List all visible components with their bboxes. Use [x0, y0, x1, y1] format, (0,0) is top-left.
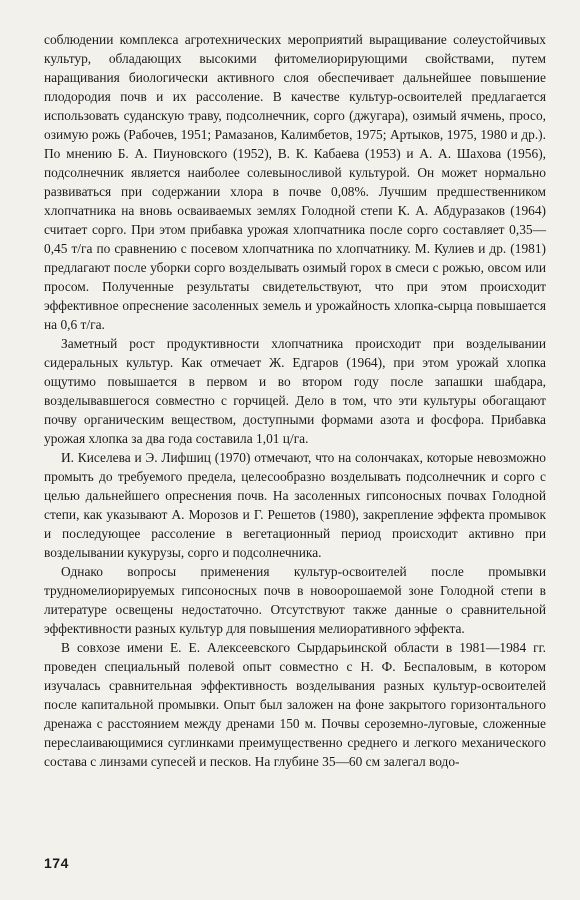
paragraph-3: И. Киселева и Э. Лифшиц (1970) отмечают, что на солончаках, которые невозможно промыть до требуемого предела, целесообразно возделывать подсолнечник и сорго с целью дальнейшего опреснения почв. На засоленных гипсоносных почвах Голодной степи, как указывают А. Морозов и Г. Решетов (1980), закрепление эффекта промывок и последующее рассоление в вегетационный период происходит активно при возделывании кукурузы, сорго и подсолнечника. — [44, 450, 546, 560]
paragraph-5: В совхозе имени Е. Е. Алексеевского Сырдарьинской области в 1981—1984 гг. проведен специальный полевой опыт совместно с Н. Ф. Беспаловым, в котором изучалась сравнительная эффективность возделывания разных культур-освоителей после капитальной промывки. Опыт был заложен на фоне закрытого горизонтального дренажа с расстоянием между дренами 150 м. Почвы сероземно-луговые, сложенные переслаивающимися суглинками преимущественно среднего и легкого механического состава с линзами супесей и песков. На глубине 35—60 см залегал водо- — [44, 640, 546, 769]
paragraph-4: Однако вопросы применения культур-освоителей после промывки трудномелиорируемых гипсоносных почв в новоорошаемой зоне Голодной степи в литературе освещены недостаточно. Отсутствуют также данные о сравнительной эффективности разных культур для повышения мелиоративного эффекта. — [44, 564, 546, 636]
paragraph-1: соблюдении комплекса агротехнических мероприятий выращивание солеустойчивых культур, обладающих высокими фитомелиорирующими свойствами, путем наращивания биологически активного слоя обеспечивает дальнейшее повышение плодородия почв и их рассоление. В качестве культур-освоителей предлагается использовать суданскую траву, подсолнечник, сорго (джугара), озимый ячмень, просо, озимую рожь (Рабочев, 1951; Рамазанов, Калимбетов, 1975; Артыков, 1975, 1980 и др.). По мнению Б. А. Пиуновского (1952), В. К. Кабаева (1953) и А. А. Шахова (1956), подсолнечник является наиболее солевыносливой культурой. Он может нормально развиваться при содержании хлора в почве 0,08%. Лучшим предшественником хлопчатника на вновь осваиваемых землях Голодной степи К. А. Абдуразаков (1964) считает сорго. При этом прибавка урожая хлопчатника после сорго составляет 0,35—0,45 т/га по сравнению с посевом хлопчатника по хлопчатнику. М. Кулиев и др. (1981) предлагают после уборки сорго возделывать озимый горох в смеси с рожью, овсом или просом. Полученные результаты свидетельствуют, что при этом происходит эффективное опреснение засоленных земель и урожайность хлопка-сырца повышается на 0,6 т/га. — [44, 32, 546, 332]
paragraph-2: Заметный рост продуктивности хлопчатника происходит при возделывании сидеральных культур. Как отмечает Ж. Едгаров (1964), при этом урожай хлопка ощутимо повышается в первом и во втором году после запашки шабдара, возделывавшегося совместно с горчицей. Дело в том, что эти культуры обогащают почву органическим веществом, доступными формами азота и фосфора. Прибавка урожая хлопка за два года составила 1,01 ц/га. — [44, 336, 546, 446]
page-number: 174 — [44, 855, 69, 871]
